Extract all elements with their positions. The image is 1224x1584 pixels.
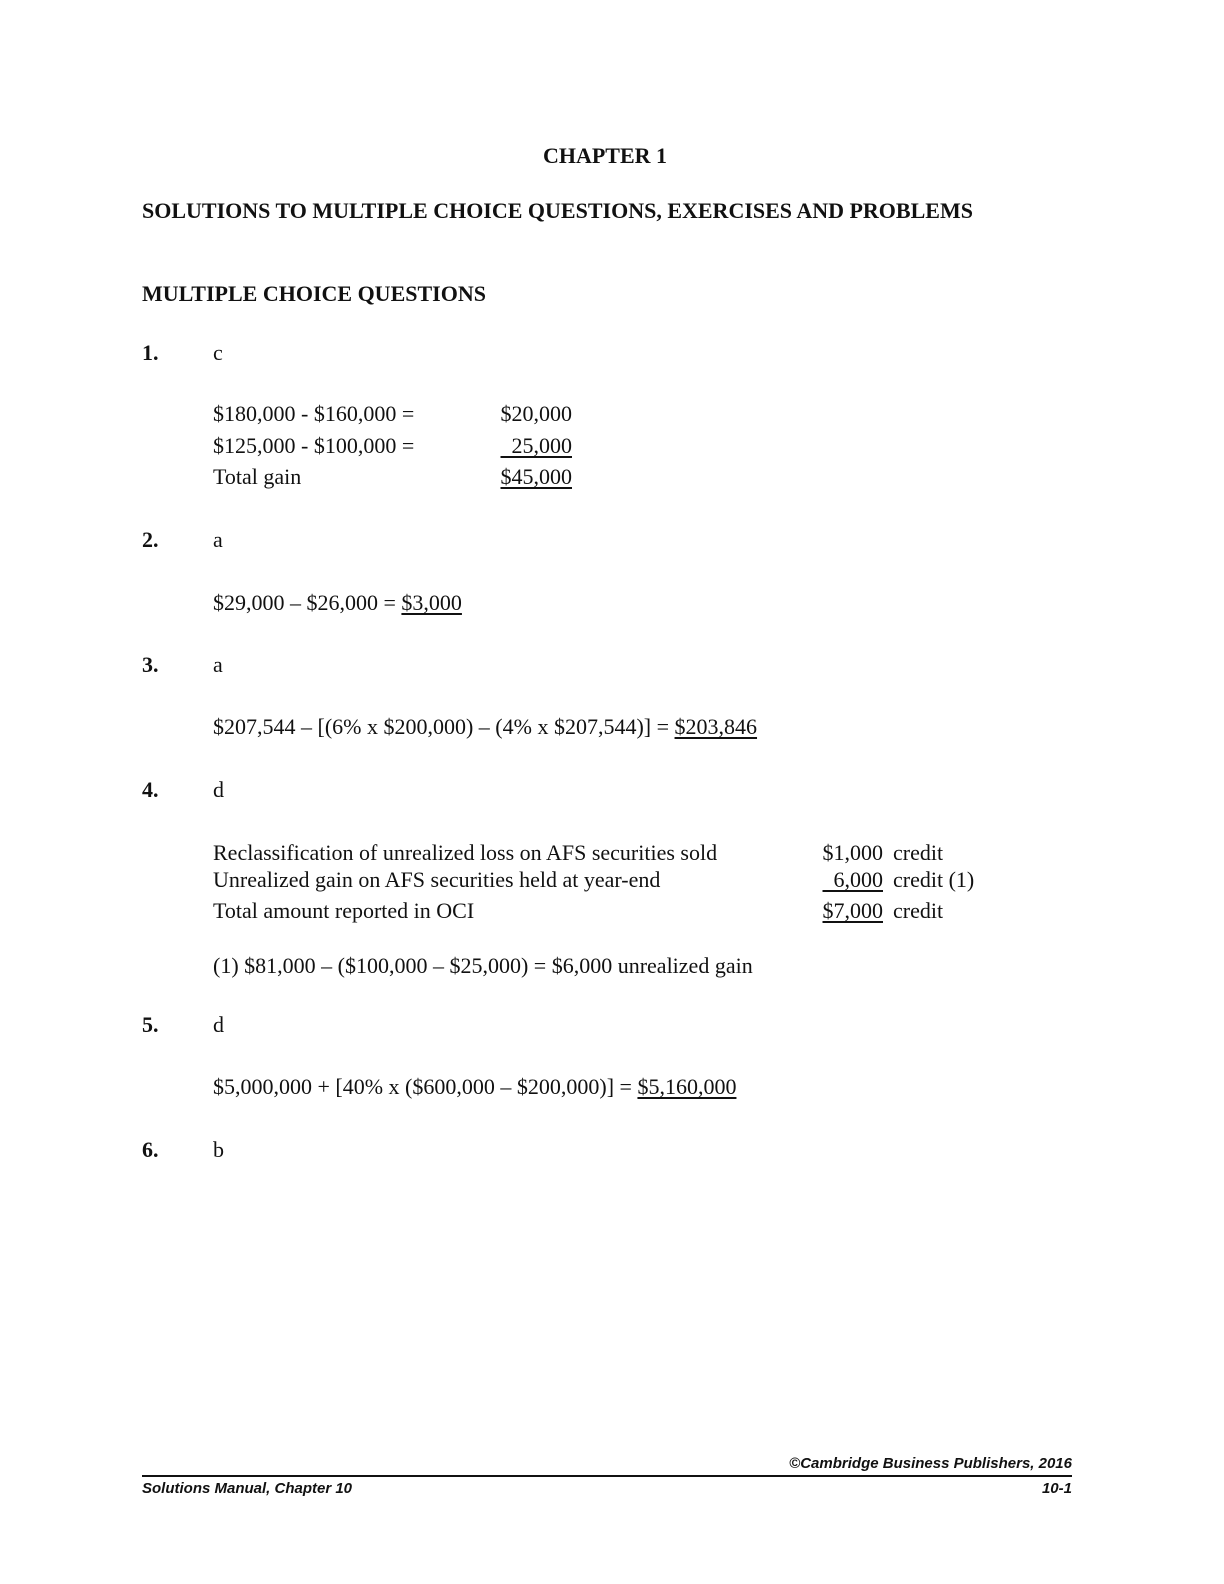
q4-total-label: Total amount reported in OCI — [213, 898, 475, 923]
footer-page-number: 10-1 — [1041, 1480, 1072, 1497]
question-answer: d — [213, 777, 224, 802]
question-answer: d — [213, 1012, 224, 1037]
q1-total-value: $45,000 — [500, 464, 572, 489]
footer-manual-title: Solutions Manual, Chapter 10 — [142, 1480, 353, 1497]
q4-row-label: Unrealized gain on AFS securities held at year-end — [213, 867, 661, 892]
chapter-title: CHAPTER 1 — [542, 143, 668, 168]
page-subtitle: SOLUTIONS TO MULTIPLE CHOICE QUESTIONS, EXERCISES AND PROBLEMS — [142, 198, 973, 223]
q4-row-value: $1,000 — [822, 840, 883, 865]
q2-calculation: $29,000 – $26,000 = $3,000 — [213, 590, 462, 615]
q4-row-value: 6,000 — [833, 867, 883, 892]
q3-calculation: $207,544 – [(6% x $200,000) – (4% x $207,544)] = $203,846 — [213, 714, 758, 739]
footer-divider — [142, 1475, 1072, 1477]
footer-copyright: ©Cambridge Business Publishers, 2016 — [789, 1455, 1072, 1472]
q4-total-value: $7,000 — [822, 898, 883, 923]
q4-row-label: Reclassification of unrealized loss on AFS securities sold — [213, 840, 718, 865]
question-number: 1. — [142, 340, 159, 365]
q4-row-note: credit — [893, 840, 944, 865]
q4-row-note: credit (1) — [893, 867, 975, 892]
question-number: 4. — [142, 777, 159, 802]
q1-row-value: $20,000 — [500, 401, 572, 426]
question-answer: c — [213, 340, 223, 365]
question-answer: a — [213, 527, 223, 552]
q1-total-label: Total gain — [213, 464, 302, 489]
q1-row-value: 25,000 — [511, 433, 572, 458]
question-answer: b — [213, 1137, 224, 1162]
q4-footnote: (1) $81,000 – ($100,000 – $25,000) = $6,000 unrealized gain — [213, 953, 753, 978]
q5-calculation: $5,000,000 + [40% x ($600,000 – $200,000)] = $5,160,000 — [213, 1074, 737, 1099]
q4-row-note: credit — [893, 898, 944, 923]
q1-row-label: $125,000 - $100,000 = — [213, 433, 415, 458]
question-answer: a — [213, 652, 223, 677]
question-number: 5. — [142, 1012, 159, 1037]
section-heading: MULTIPLE CHOICE QUESTIONS — [142, 281, 486, 306]
question-number: 2. — [142, 527, 159, 552]
question-number: 3. — [142, 652, 159, 677]
q1-row-label: $180,000 - $160,000 = — [213, 401, 415, 426]
question-number: 6. — [142, 1137, 159, 1162]
